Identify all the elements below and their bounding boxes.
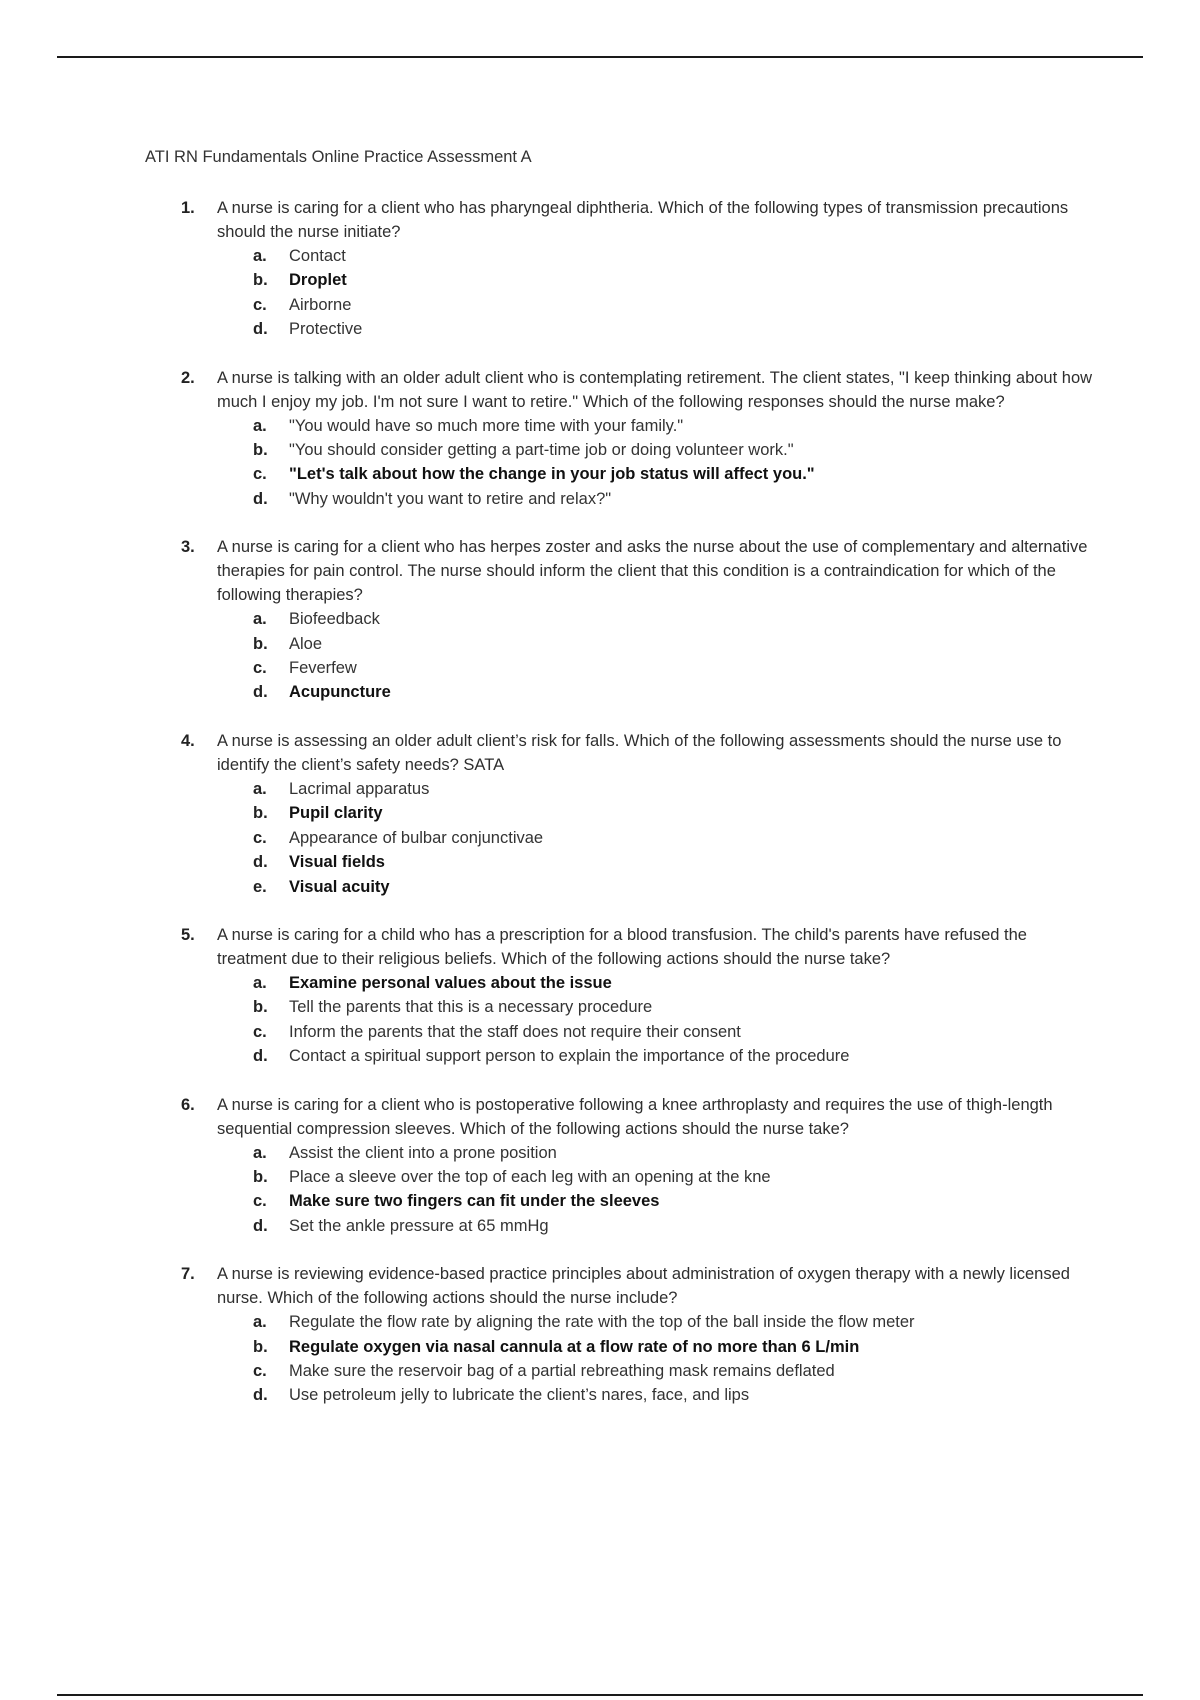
option-text: Acupuncture: [289, 683, 391, 702]
option-letter: d.: [253, 683, 268, 702]
option-letter: a.: [253, 416, 267, 435]
option-text: Pupil clarity: [289, 804, 383, 823]
option-letter: d.: [253, 1047, 268, 1066]
option-text: Inform the parents that the staff does not require their consent: [289, 1022, 741, 1041]
answer-option-correct: [217, 268, 1095, 292]
question-item: [145, 1262, 1095, 1408]
option-text: Use petroleum jelly to lubricate the client’s nares, face, and lips: [289, 1386, 750, 1405]
answer-option: [217, 293, 1095, 317]
option-text: Appearance of bulbar conjunctivae: [289, 828, 544, 847]
option-letter: c.: [253, 1192, 267, 1211]
option-text: Contact: [289, 247, 346, 265]
option-text: Visual fields: [289, 853, 385, 872]
answer-option: [217, 1020, 1095, 1044]
option-text: Set the ankle pressure at 65 mmHg: [289, 1216, 549, 1235]
answer-option-correct: [217, 801, 1095, 825]
question-item: [145, 923, 1095, 1069]
question-number: 7.: [181, 1265, 195, 1284]
answer-options: [217, 1310, 1095, 1408]
question-item: [145, 1093, 1095, 1239]
option-text: Airborne: [289, 295, 352, 314]
option-letter: a.: [253, 1143, 267, 1162]
question-text: A nurse is caring for a child who has a prescription for a blood transfusion. The child's parents have refused the treatment due to their religious beliefs. Which of the following actions should the nurse take?: [217, 925, 1027, 968]
question-text: A nurse is caring for a client who has herpes zoster and asks the nurse about the use of complementary and alternative therapies for pain control. The nurse should inform the client that this condition is a contraindication for which of the following therapies?: [217, 538, 1088, 605]
option-letter: b.: [253, 634, 268, 653]
option-text: Lacrimal apparatus: [289, 779, 430, 798]
bottom-rule: [57, 1694, 1143, 1696]
answer-option: [217, 1165, 1095, 1189]
top-rule: [57, 56, 1143, 58]
question-item: [145, 196, 1095, 342]
option-letter: c.: [253, 295, 267, 314]
answer-option-correct: [217, 1335, 1095, 1359]
option-letter: b.: [253, 804, 268, 823]
question-item: [145, 366, 1095, 512]
answer-option: [217, 1383, 1095, 1407]
option-text: Make sure the reservoir bag of a partial rebreathing mask remains deflated: [289, 1361, 835, 1380]
option-letter: c.: [253, 659, 267, 678]
answer-option: [217, 317, 1095, 341]
option-letter: c.: [253, 1361, 267, 1380]
question-number: 1.: [181, 199, 195, 217]
question-text: A nurse is talking with an older adult client who is contemplating retirement. The client states, "I keep thinking about how much I enjoy my job. I'm not sure I want to retire." Which of the following responses should the nurse make?: [217, 368, 1093, 411]
answer-option: [217, 656, 1095, 680]
option-text: "You should consider getting a part-time job or doing volunteer work.": [289, 441, 794, 460]
answer-option: [217, 487, 1095, 511]
option-letter: b.: [253, 441, 268, 460]
option-text: Regulate oxygen via nasal cannula at a flow rate of no more than 6 L/min: [289, 1337, 860, 1356]
option-text: Protective: [289, 320, 363, 339]
answer-option: [217, 607, 1095, 631]
answer-option: [217, 995, 1095, 1019]
answer-option: [217, 826, 1095, 850]
answer-option: [217, 1214, 1095, 1238]
option-letter: d.: [253, 853, 268, 872]
question-item: [145, 535, 1095, 705]
answer-options: [217, 607, 1095, 705]
option-letter: d.: [253, 489, 268, 508]
answer-option-correct: [217, 462, 1095, 486]
option-text: Place a sleeve over the top of each leg with an opening at the kne: [289, 1167, 771, 1186]
option-letter: d.: [253, 320, 268, 339]
document-title: ATI RN Fundamentals Online Practice Assessment A: [145, 148, 532, 166]
answer-options: [217, 777, 1095, 899]
option-text: Tell the parents that this is a necessary procedure: [289, 998, 653, 1017]
option-letter: a.: [253, 973, 267, 992]
option-letter: b.: [253, 1337, 268, 1356]
option-letter: a.: [253, 610, 267, 629]
question-number: 3.: [181, 538, 195, 557]
answer-options: [217, 971, 1095, 1069]
option-letter: a.: [253, 779, 267, 798]
option-text: Feverfew: [289, 659, 357, 678]
option-text: Contact a spiritual support person to explain the importance of the procedure: [289, 1047, 850, 1066]
option-text: Droplet: [289, 271, 347, 290]
option-letter: b.: [253, 271, 268, 290]
answer-option: [217, 414, 1095, 438]
answer-option: [217, 1044, 1095, 1068]
option-text: "Why wouldn't you want to retire and relax?": [289, 489, 612, 508]
question-number: 5.: [181, 925, 195, 944]
option-letter: c.: [253, 828, 267, 847]
question-text: A nurse is assessing an older adult client’s risk for falls. Which of the following assessments should the nurse use to identify the client’s safety needs? SATA: [217, 731, 1062, 774]
question-number: 6.: [181, 1095, 195, 1114]
question-number: 2.: [181, 368, 195, 387]
option-text: Examine personal values about the issue: [289, 973, 612, 992]
question-text: A nurse is reviewing evidence-based practice principles about administration of oxygen therapy with a newly licensed nurse. Which of the following actions should the nurse include?: [217, 1265, 1070, 1308]
question-text: A nurse is caring for a client who is postoperative following a knee arthroplasty and requires the use of thigh-length sequential compression sleeves. Which of the following actions should the nurse take?: [217, 1095, 1053, 1138]
answer-options: [217, 1141, 1095, 1239]
question-list: [145, 196, 1095, 1432]
option-letter: b.: [253, 998, 268, 1017]
question-text: A nurse is caring for a client who has pharyngeal diphtheria. Which of the following types of transmission precautions should the nurse initiate?: [217, 199, 1069, 241]
option-text: Aloe: [289, 634, 323, 653]
option-letter: b.: [253, 1167, 268, 1186]
option-text: Visual acuity: [289, 877, 390, 896]
answer-option-correct: [217, 850, 1095, 874]
answer-option: [217, 438, 1095, 462]
option-text: "Let's talk about how the change in your job status will affect you.": [289, 465, 815, 484]
answer-option-correct: [217, 680, 1095, 704]
answer-option: [217, 1359, 1095, 1383]
answer-option-correct: [217, 875, 1095, 899]
answer-options: [217, 244, 1095, 342]
option-text: Make sure two fingers can fit under the sleeves: [289, 1192, 660, 1211]
answer-option: [217, 1310, 1095, 1334]
question-number: 4.: [181, 731, 195, 750]
option-text: "You would have so much more time with your family.": [289, 416, 684, 435]
option-text: Biofeedback: [289, 610, 380, 629]
option-letter: a.: [253, 1313, 267, 1332]
option-text: Assist the client into a prone position: [289, 1143, 557, 1162]
answer-option-correct: [217, 971, 1095, 995]
question-item: [145, 729, 1095, 899]
option-letter: c.: [253, 465, 267, 484]
answer-options: [217, 414, 1095, 512]
answer-option: [217, 777, 1095, 801]
answer-option-correct: [217, 1189, 1095, 1213]
answer-option: [217, 244, 1095, 268]
option-letter: d.: [253, 1386, 268, 1405]
option-letter: c.: [253, 1022, 267, 1041]
option-letter: d.: [253, 1216, 268, 1235]
option-letter: e.: [253, 877, 267, 896]
answer-option: [217, 632, 1095, 656]
option-letter: a.: [253, 247, 267, 265]
option-text: Regulate the flow rate by aligning the rate with the top of the ball inside the flow meter: [289, 1313, 915, 1332]
answer-option: [217, 1141, 1095, 1165]
